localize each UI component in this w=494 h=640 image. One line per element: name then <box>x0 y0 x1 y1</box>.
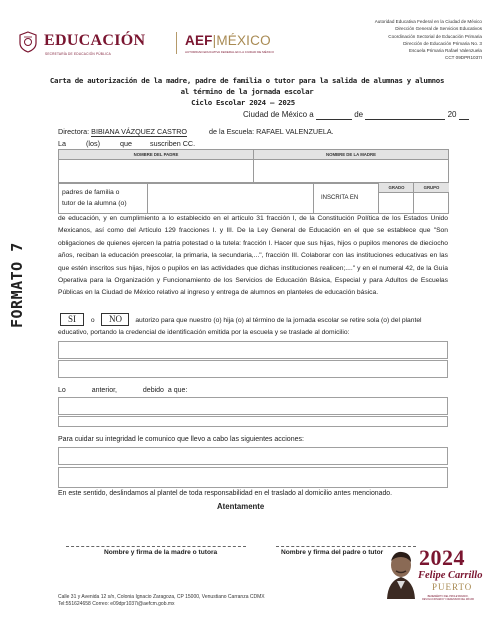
educacion-logo <box>18 30 168 60</box>
institution-line: Escuela Primaria Rafael Valenzuela <box>409 48 482 54</box>
document-title-line2: al término de la jornada escolar <box>180 87 314 96</box>
si-option[interactable]: SI <box>60 313 84 326</box>
reason-line <box>58 387 187 394</box>
badge-name-2: PUERTO <box>432 582 473 592</box>
father-signature-label: Nombre y firma del padre o tutor <box>281 549 384 556</box>
parents-table <box>58 149 449 184</box>
authorization-block <box>58 313 450 340</box>
mother-signature-line[interactable] <box>66 546 246 547</box>
student-table <box>58 182 449 214</box>
aef-text: AEF <box>185 33 213 48</box>
footer-address <box>58 594 265 609</box>
educacion-wordmark: EDUCACIÓN <box>44 32 146 49</box>
grado-field[interactable] <box>378 192 414 214</box>
city-label: Ciudad de México a <box>243 110 314 119</box>
felipe-carrillo-badge <box>384 543 484 613</box>
footer-line: Calle 31 y Avenida 12 s/n, Colonia Ignacio Zaragoza, CP 15000, Venustiano Carranza CDMX <box>58 594 265 600</box>
aef-wordmark: AEF|MÉXICO <box>185 33 271 48</box>
student-name-field[interactable] <box>147 183 314 213</box>
directora-name: BIBIANA VÁZQUEZ CASTRO <box>91 127 188 136</box>
document-title: Carta de autorización de la madre, padre de familia o tutor para la salida de alumnas y alumnos <box>49 76 445 85</box>
grupo-field[interactable] <box>413 192 449 214</box>
or-text: o <box>90 317 95 324</box>
institution-line: Dirección de Educación Primaria No. 3 <box>403 40 482 46</box>
school-name: RAFAEL VALENZUELA. <box>256 127 334 136</box>
place-date <box>243 110 469 120</box>
mother-header: NOMBRE DE LA MADRE <box>254 150 448 159</box>
authorization-text: autorizo para que nuestro (o) hija (o) al término de la jornada escolar se retire sola (o) del plantel <box>135 317 422 324</box>
badge-year: 2024 <box>419 545 465 570</box>
institution-line: Autoridad Educativa Federal en la Ciudad de México <box>374 19 482 24</box>
school-label: de la Escuela: <box>209 127 255 136</box>
institution-line: Dirección General de Servicios Educativos <box>395 26 482 32</box>
year-label: 20 <box>447 110 457 119</box>
a-que-text: a que: <box>167 387 188 394</box>
legal-paragraph: de educación, y en cumplimiento a lo establecido en el artículo 31 fracción I, de la Constitución Política de los Estados Unido Mexicanos, así como del Artículo 129 fracciones I. y III. De la Ley General de Educación en el que se establece que "Son obligaciones de quienes ejercen la patria potestad o la tutela: fracción I. Hacer que sus hijas, hijos o pupilos menores de dieciocho años, reciban la educación preescolar, la primaria, la secundaria,...", fracción III. Colaborar con las instituciones educativas en las que estén inscritos sus hijas, hijos o pupilos en las actividades que dichas instituciones realicen;...." y en el numeral 42, de la Guía Operativa para la Organización y Funcionamiento de los Servicios de Educación Básica, Especial y para Adultos de Escuelas Públicas en la Ciudad de México relativo al ingreso y entrega de alumnos en planteles de educación básica. <box>58 215 448 297</box>
grupo-header: GRUPO <box>413 183 449 192</box>
logo-divider <box>176 32 177 54</box>
address-field[interactable] <box>58 360 448 378</box>
aef-logo <box>185 33 305 57</box>
institution-block <box>375 18 482 62</box>
lo-text: Lo <box>58 387 66 394</box>
reason-field[interactable] <box>58 416 448 427</box>
year-field[interactable] <box>459 110 469 120</box>
safety-field[interactable] <box>58 447 448 465</box>
safety-label: Para cuidar su integridad le comunico que llevo a cabo las siguientes acciones: <box>58 436 304 443</box>
badge-subtitle: BENEMÉRITO DEL PROLETARIADO, REVOLUCIONARIO Y DEFENSOR DEL MAYAB <box>422 595 474 601</box>
de-label: de <box>354 110 364 119</box>
directora-line <box>58 127 334 137</box>
suscriben-text: suscriben CC. <box>149 139 196 148</box>
role-line: padres de familia o <box>62 189 120 196</box>
institution-line: CCT 09DPR1037I <box>445 55 482 61</box>
month-field[interactable] <box>365 110 445 120</box>
atentamente: Atentamente <box>217 502 265 511</box>
directora-label: Directora: <box>58 127 90 136</box>
day-field[interactable] <box>316 110 352 120</box>
father-header: NOMBRE DEL PADRE <box>59 150 254 159</box>
inscrita-label: INSCRITA EN <box>321 195 359 201</box>
badge-name: Felipe Carrillo <box>418 570 483 581</box>
mother-signature-label: Nombre y firma de la madre o tutora <box>104 549 218 556</box>
institution-line: Coordinación Sectorial de Educación Primaria <box>388 33 482 39</box>
anterior-text: anterior, <box>91 387 117 394</box>
disclaimer: En este sentido, deslindamos al plantel de toda responsabilidad en el traslado al domicilio antes mencionado. <box>58 490 393 497</box>
portrait-icon <box>384 547 418 599</box>
shield-icon <box>18 31 38 53</box>
footer-line: Tel:551624658 Correo: e09dpr1037i@aefcm.gob.mx <box>58 601 175 608</box>
subscribers-line <box>58 139 288 148</box>
reason-field[interactable] <box>58 397 448 415</box>
educacion-subtitle: SECRETARÍA DE EDUCACIÓN PÚBLICA <box>45 52 112 56</box>
no-option[interactable]: NO <box>101 313 129 326</box>
role-line: tutor de la alumna (o) <box>62 200 127 207</box>
school-cycle: Ciclo Escolar 2024 – 2025 <box>191 98 295 107</box>
los-text: (los) <box>86 139 100 148</box>
mexico-text: MÉXICO <box>216 33 271 48</box>
grado-header: GRADO <box>378 183 414 192</box>
authorization-text-2: educativo, portando la credencial de identificación emitida por la escuela y se traslade al domicilio: <box>58 329 350 337</box>
father-name-field[interactable] <box>59 159 254 184</box>
la-text: La <box>58 139 66 148</box>
role-label <box>62 187 127 209</box>
address-field[interactable] <box>58 341 448 359</box>
safety-field[interactable] <box>58 467 448 488</box>
debido-text: debido <box>142 387 164 394</box>
formato-label: FORMATO 7 <box>8 242 26 328</box>
mother-name-field[interactable] <box>254 159 448 184</box>
que-text: que <box>119 139 132 148</box>
aef-subtitle: AUTORIDAD EDUCATIVA FEDERAL EN LA CIUDAD DE MÉXICO <box>185 50 274 54</box>
